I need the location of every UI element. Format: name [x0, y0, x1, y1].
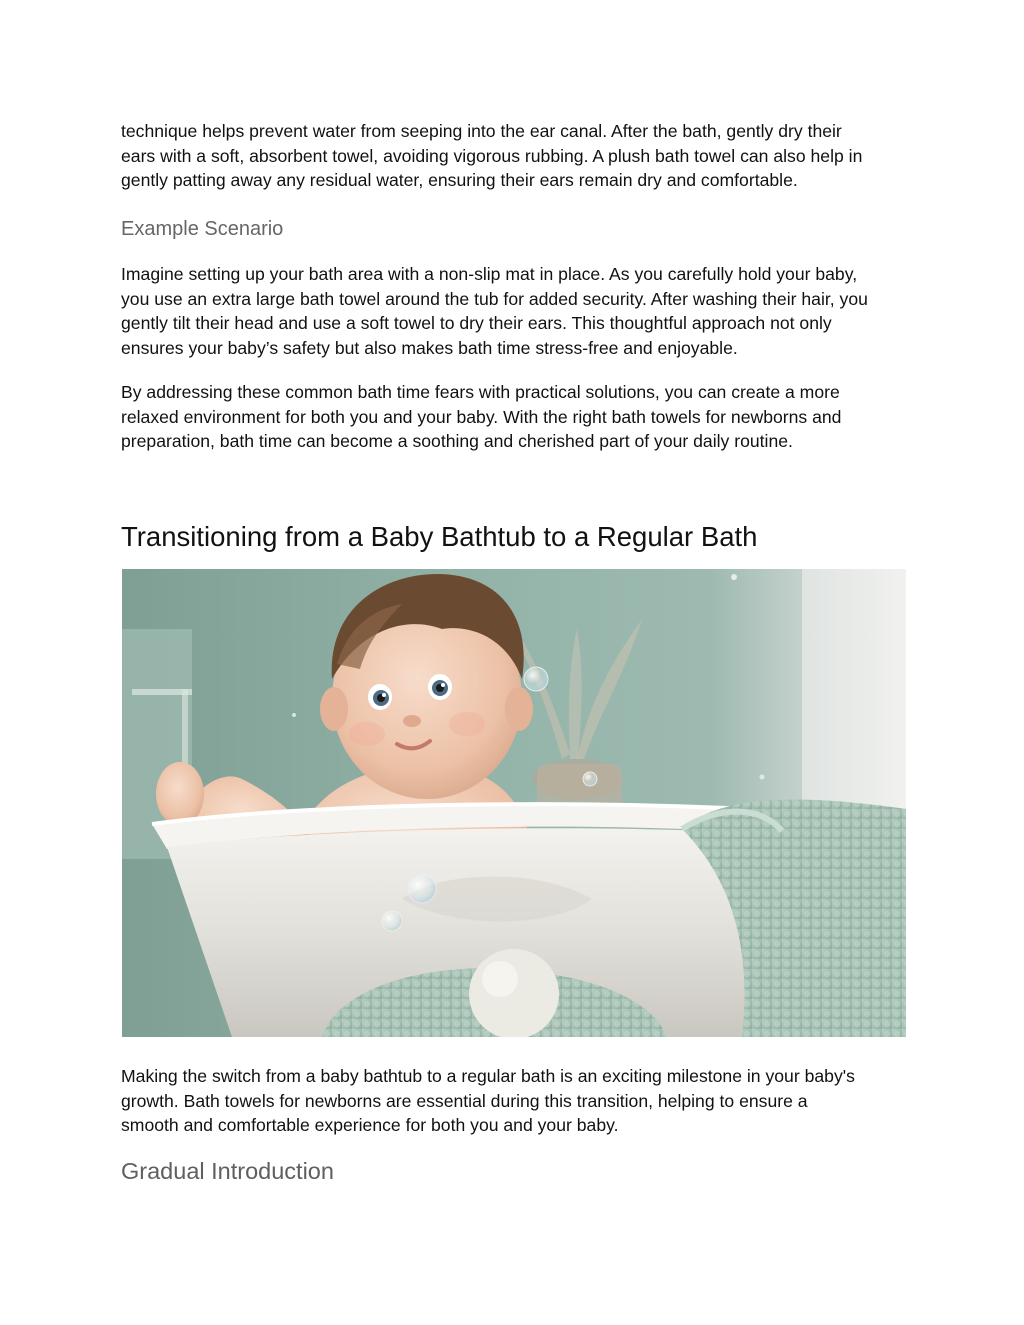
intro-line: technique helps prevent water from seeping into the ear canal. After the bath, gently dry their: [121, 121, 842, 141]
example-paragraph: [121, 262, 911, 360]
intro-paragraph: [121, 119, 911, 193]
transition-line: Making the switch from a baby bathtub to a regular bath is an exciting milestone in your baby's: [121, 1066, 855, 1086]
example-scenario-heading: Example Scenario: [121, 218, 284, 240]
transition-line: growth. Bath towels for newborns are essential during this transition, helping to ensure a: [121, 1090, 808, 1111]
summary-line: relaxed environment for both you and your baby. With the right bath towels for newborns and: [121, 406, 842, 427]
summary-line: By addressing these common bath time fears with practical solutions, you can create a more: [121, 382, 840, 402]
baby-bathtub-photo: [122, 569, 906, 1037]
section-title: Transitioning from a Baby Bathtub to a Regular Bath: [121, 521, 758, 552]
intro-line: gently patting away any residual water, ensuring their ears remain dry and comfortable.: [121, 170, 798, 190]
example-line: gently tilt their head and use a soft towel to dry their ears. This thoughtful approach not only: [121, 313, 832, 333]
gradual-introduction-heading: Gradual Introduction: [121, 1158, 334, 1184]
example-line: you use an extra large bath towel around the tub for added security. After washing their hair, you: [121, 288, 868, 309]
transition-paragraph: [121, 1064, 911, 1138]
summary-paragraph: [121, 380, 911, 454]
transition-line: smooth and comfortable experience for both you and your baby.: [121, 1115, 619, 1135]
intro-line: ears with a soft, absorbent towel, avoiding vigorous rubbing. A plush bath towel can also help in: [121, 145, 863, 166]
example-line: Imagine setting up your bath area with a non-slip mat in place. As you carefully hold your baby,: [121, 264, 858, 284]
example-line: ensures your baby’s safety but also makes bath time stress-free and enjoyable.: [121, 337, 738, 358]
summary-line: preparation, bath time can become a soothing and cherished part of your daily routine.: [121, 431, 793, 451]
